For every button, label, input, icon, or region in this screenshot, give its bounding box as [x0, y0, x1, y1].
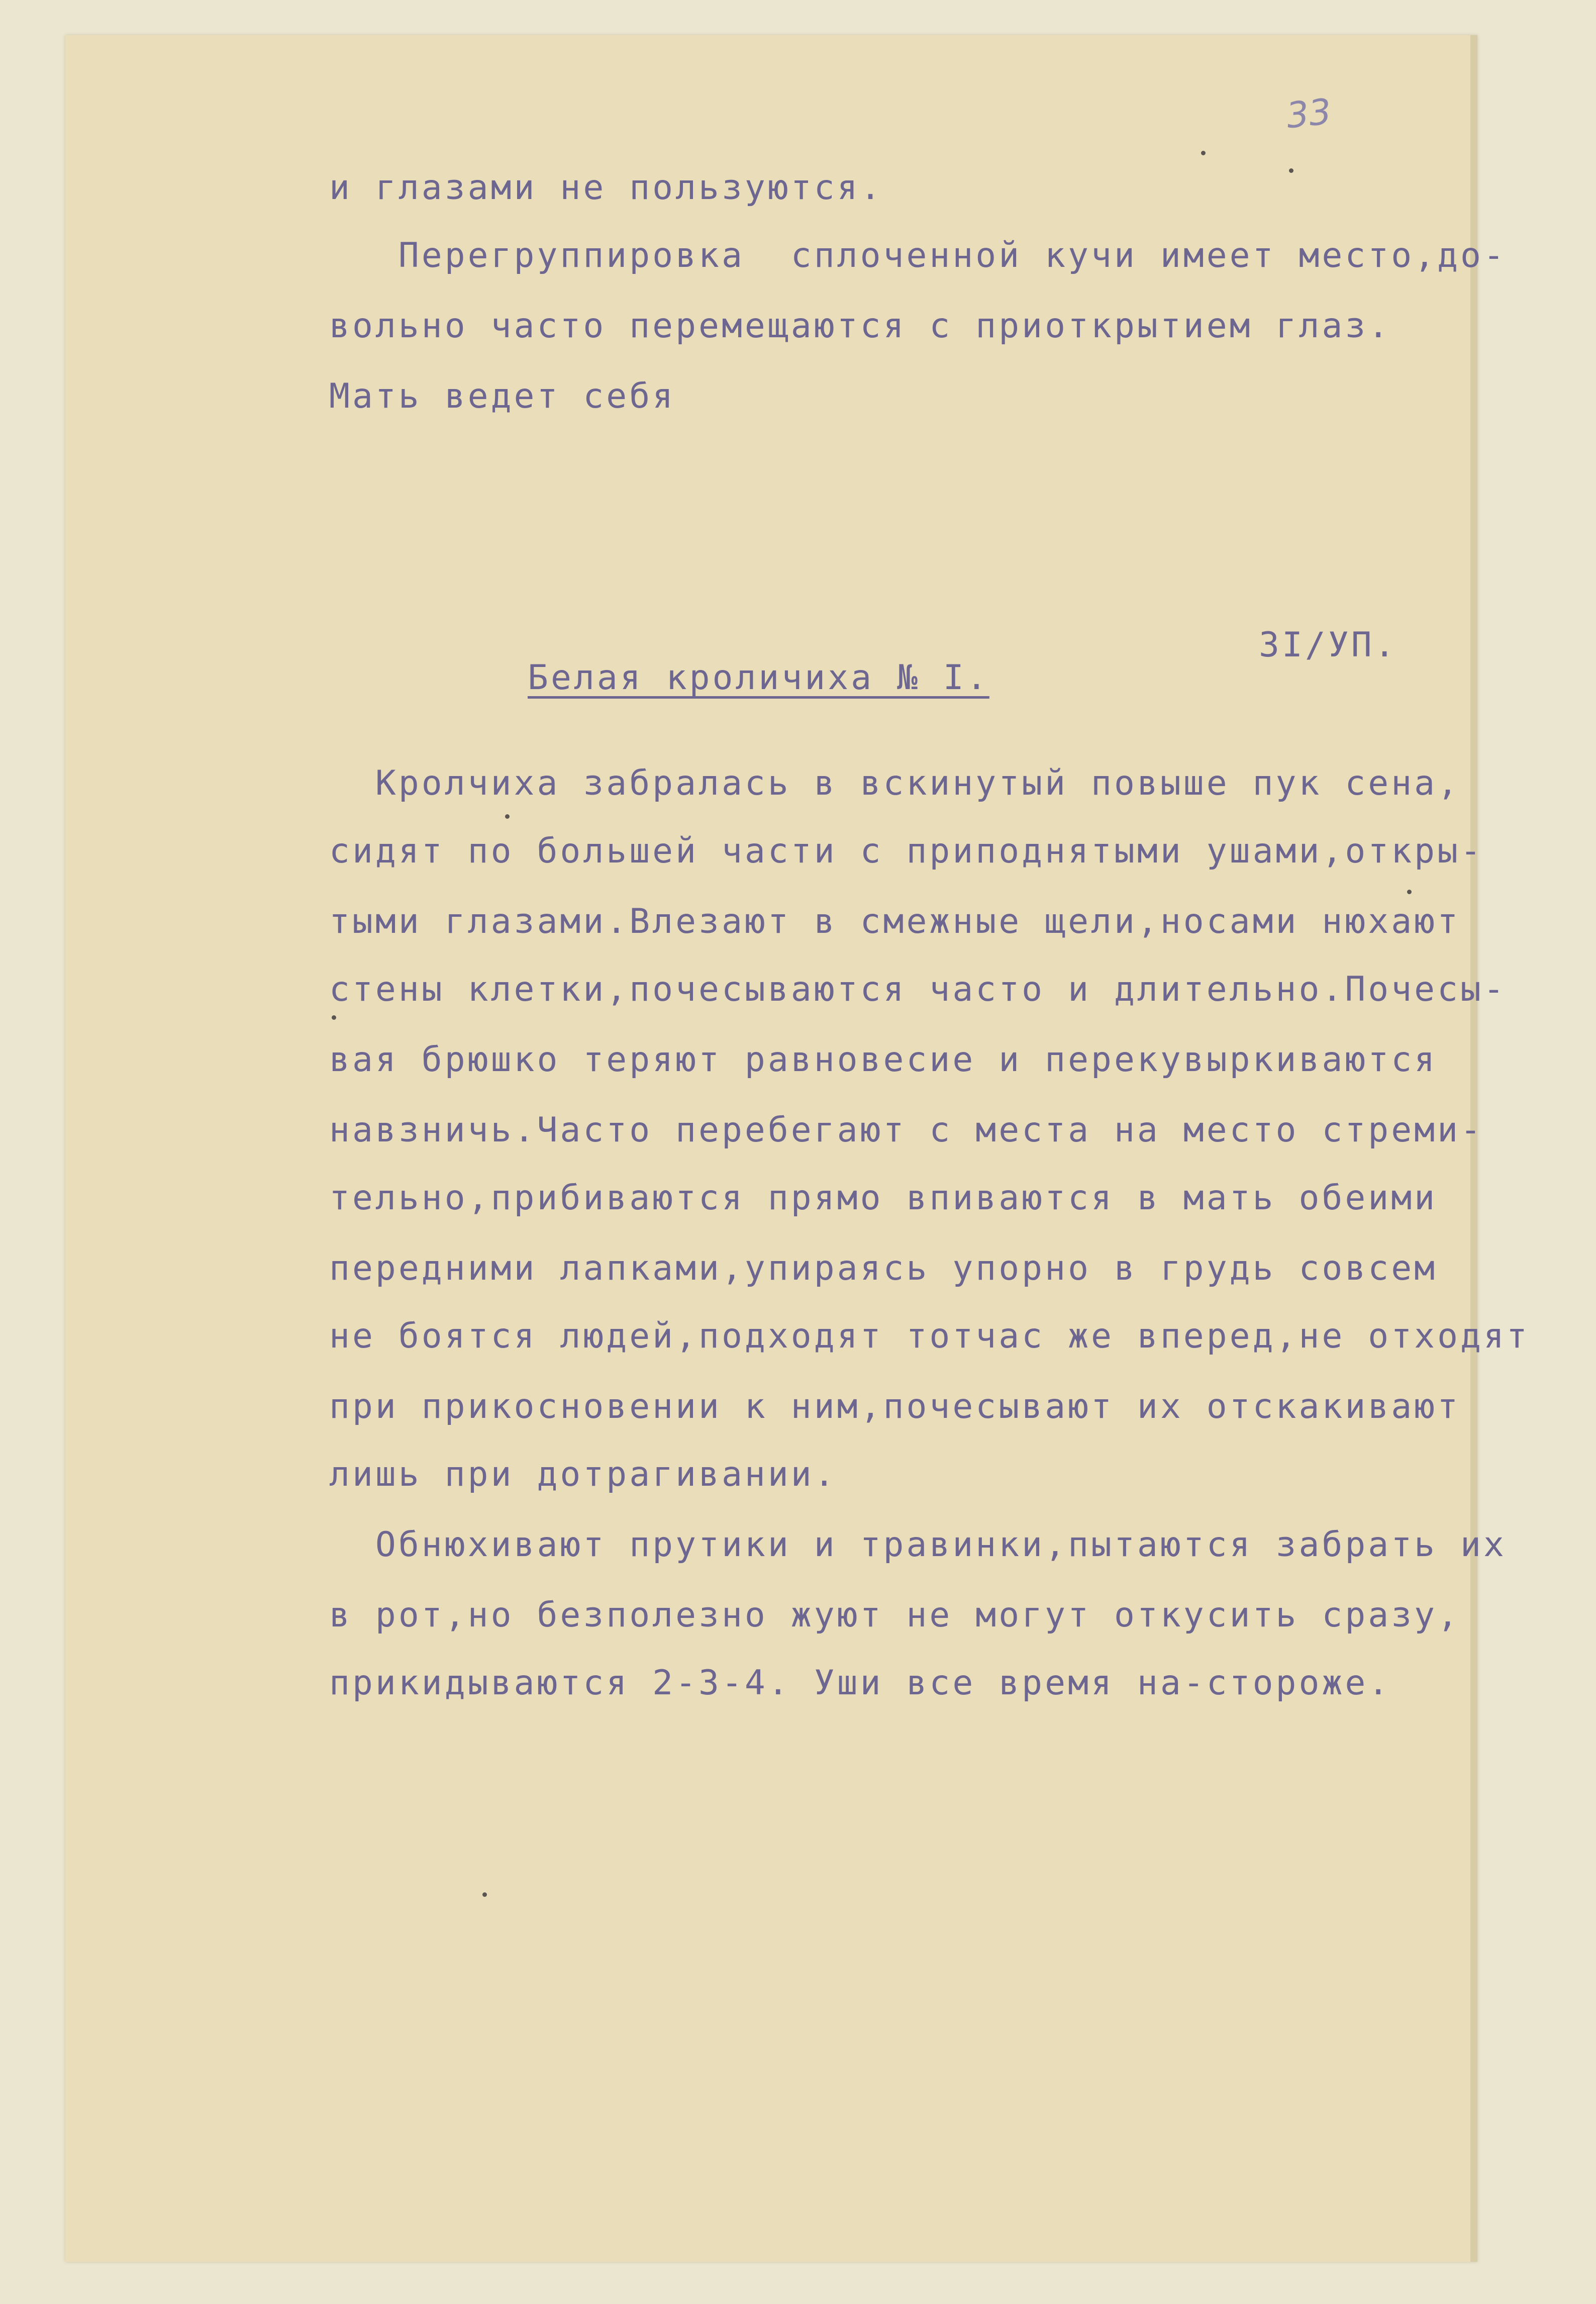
- text-line: тельно,прибиваются прямо впиваются в мать обеими: [329, 1178, 1438, 1218]
- text-line: в рот,но безполезно жуют не могут откусить сразу,: [329, 1595, 1461, 1635]
- text-line: лишь при дотрагивании.: [329, 1455, 837, 1494]
- date-mark: 3I/УП.: [1259, 625, 1398, 665]
- paper-speck: [482, 1892, 487, 1897]
- text-line: навзничь.Часто перебегают с места на место стреми-: [329, 1110, 1483, 1150]
- page-number: 33: [1284, 90, 1334, 137]
- text-line: вая брюшко теряют равновесие и перекувыркиваются: [329, 1040, 1438, 1080]
- text-line: Обнюхивают прутики и травинки,пытаются забрать их: [329, 1525, 1507, 1565]
- text-line: при прикосновении к ним,почесывают их отскакивают: [329, 1387, 1461, 1426]
- text-line: Кролчиха забралась в вскинутый повыше пук сена,: [329, 763, 1461, 803]
- paper-speck: [505, 814, 510, 819]
- section-heading: Белая кроличиха № I.: [528, 658, 989, 698]
- text-line: передними лапками,упираясь упорно в грудь совсем: [329, 1249, 1438, 1288]
- text-line: и глазами не пользуются.: [329, 168, 883, 208]
- text-line: тыми глазами.Влезают в смежные щели,носами нюхают: [329, 902, 1461, 941]
- text-line: стены клетки,почесываются часто и длительно.Почесы-: [329, 970, 1507, 1009]
- paper-speck: [1407, 890, 1412, 894]
- text-line: Мать ведет себя: [329, 376, 676, 416]
- paper-speck: [332, 1015, 336, 1020]
- paper-speck: [1201, 151, 1206, 155]
- text-line: прикидываются 2-3-4. Уши все время на-стороже.: [329, 1663, 1391, 1703]
- text-line: сидят по большей части с приподнятыми ушами,откры-: [329, 831, 1483, 871]
- text-line: не боятся людей,подходят тотчас же вперед,не отходят: [329, 1316, 1530, 1356]
- text-line: вольно часто перемещаются с приоткрытием глаз.: [329, 306, 1391, 346]
- paper-speck: [1289, 168, 1293, 173]
- text-line: Перегруппировка сплоченной кучи имеет место,до-: [329, 236, 1507, 275]
